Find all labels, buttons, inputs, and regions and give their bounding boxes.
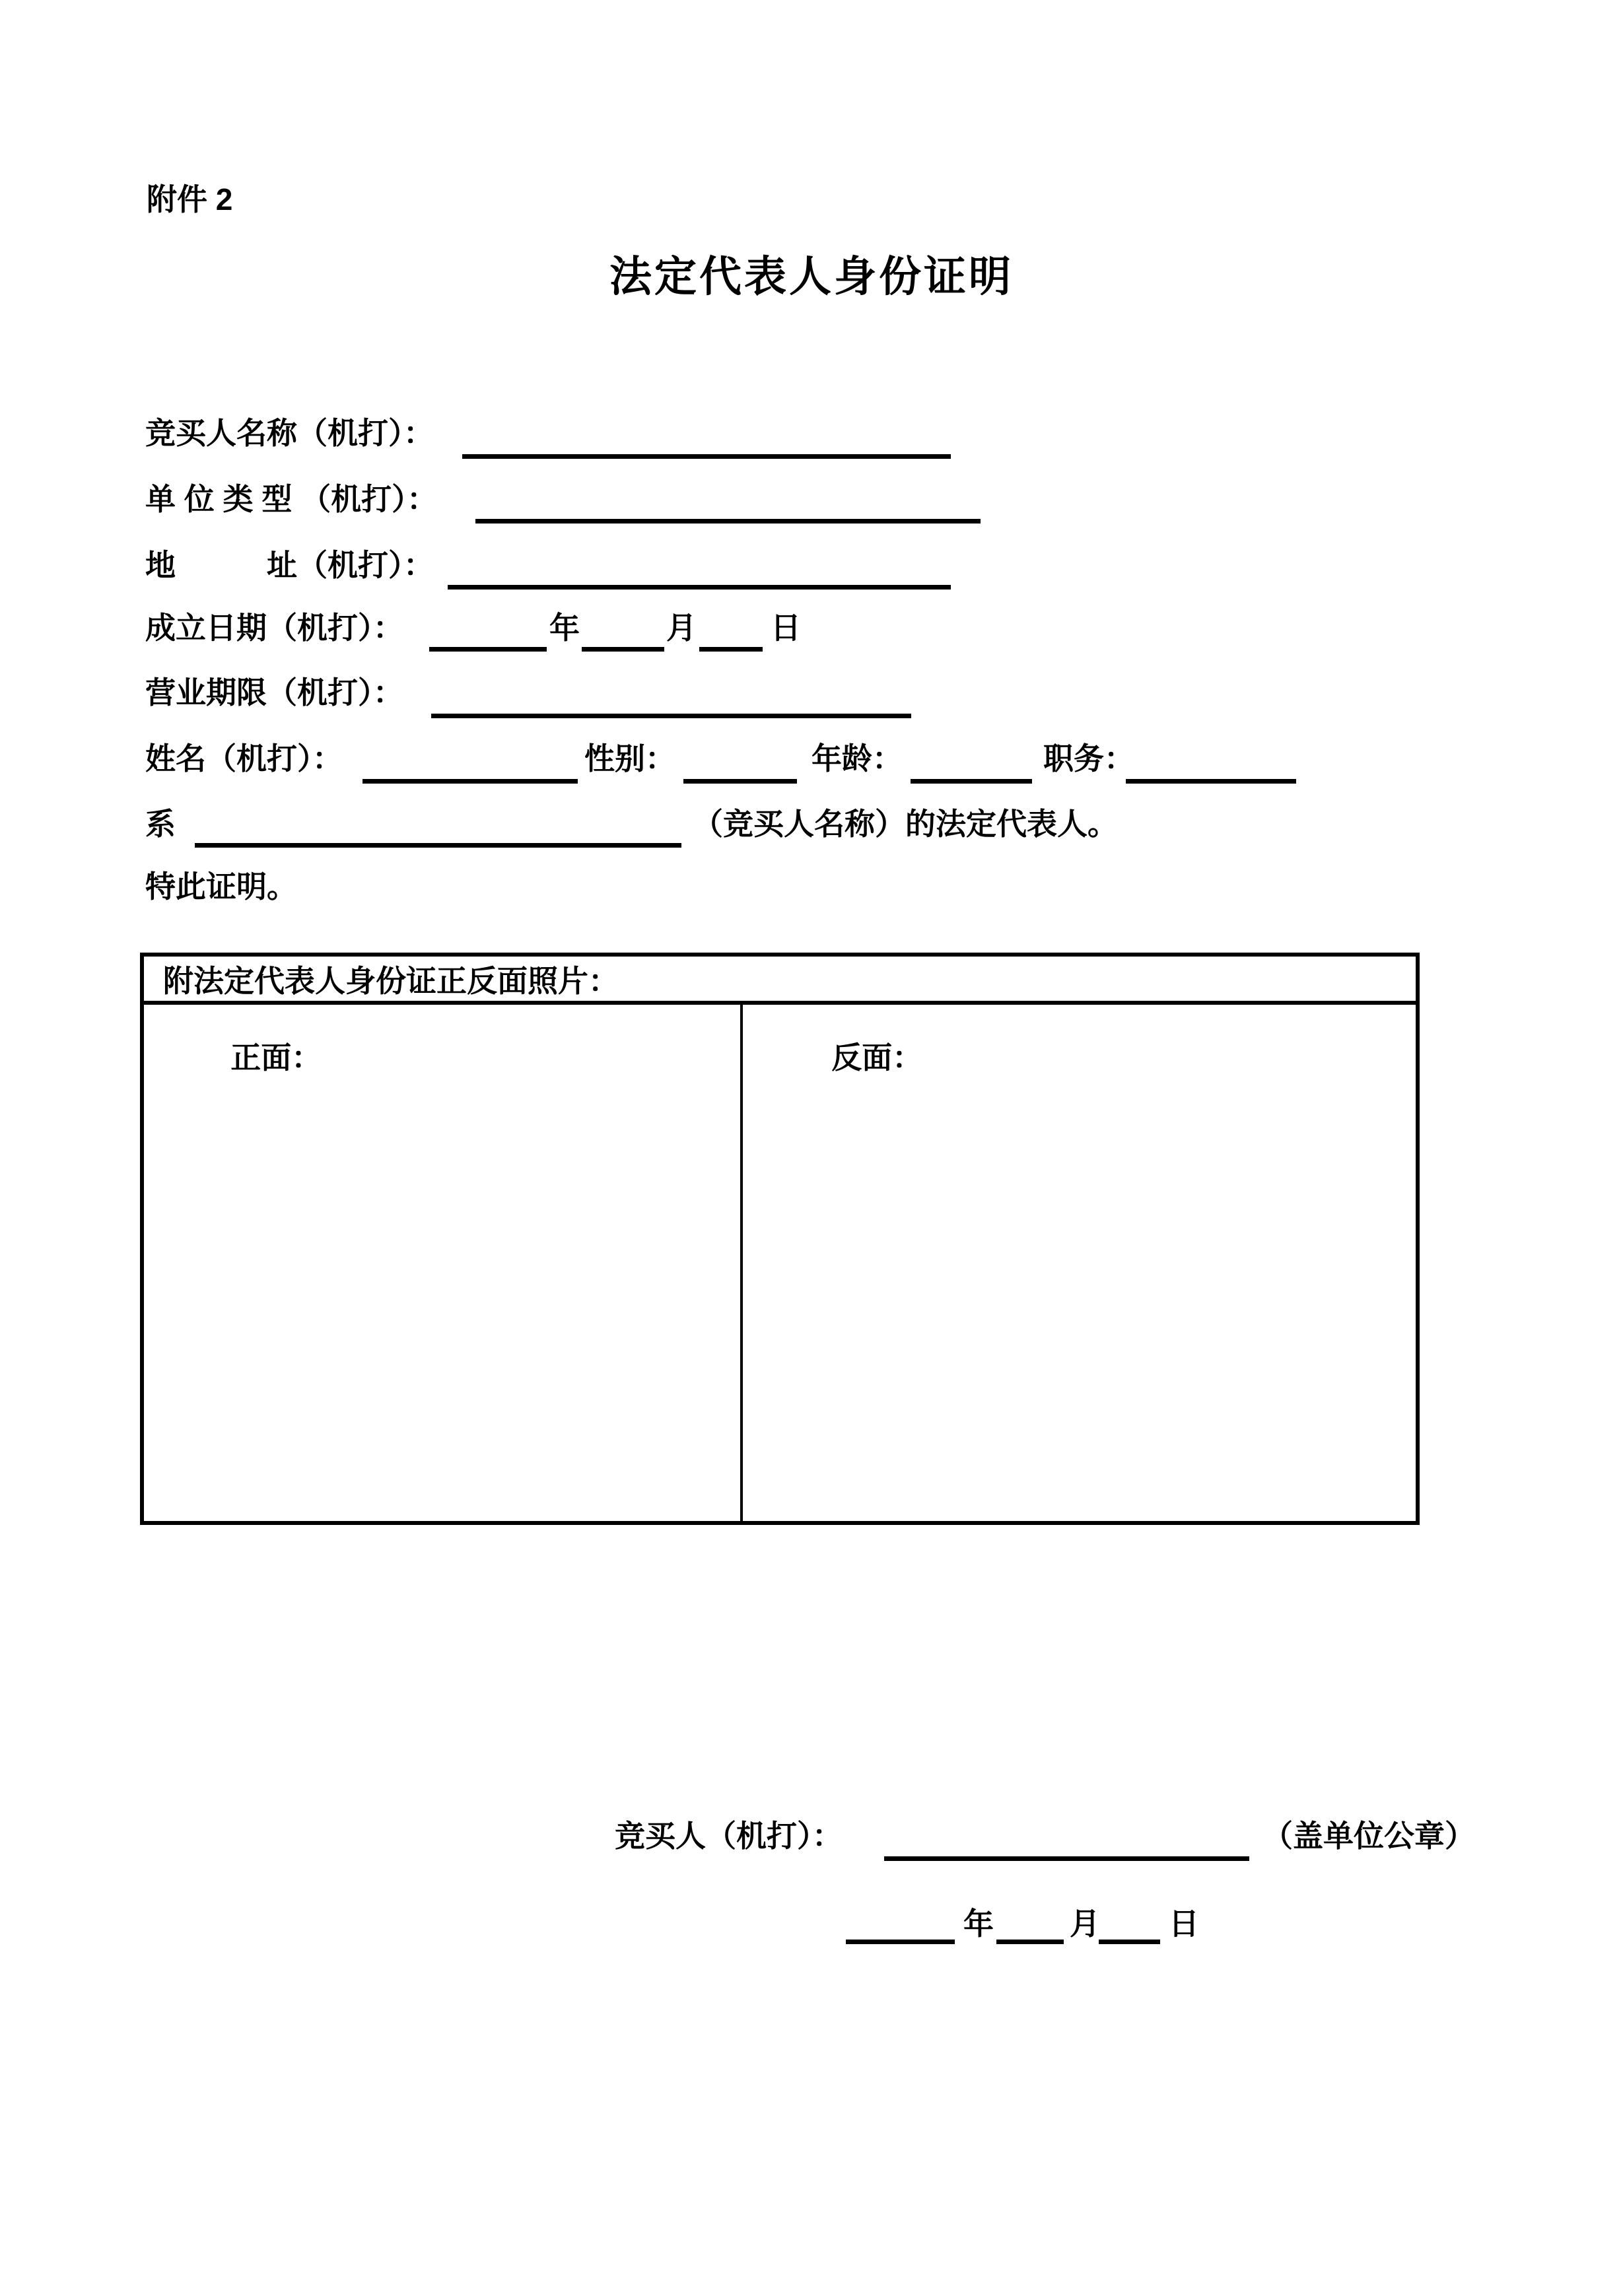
company-name-blank xyxy=(195,843,681,848)
photo-front-cell xyxy=(144,1005,743,1521)
establish-month-blank xyxy=(582,647,664,652)
person-name-label: 姓名（机打）： xyxy=(145,741,343,776)
bidder-name-label: 竞买人名称（机打）： xyxy=(145,416,434,450)
establish-day-blank xyxy=(699,647,763,652)
photo-back-cell xyxy=(743,1005,1416,1521)
photo-box xyxy=(140,953,1420,1525)
footer-bidder-label: 竞买人（机打）： xyxy=(615,1819,843,1853)
is-suffix-label: （竞买人名称）的法定代表人。 xyxy=(693,807,1118,841)
footer-day-blank xyxy=(1099,1940,1160,1944)
attachment-number: 附件 2 xyxy=(147,182,233,217)
establish-year-label: 年 xyxy=(549,611,580,645)
footer-year-label: 年 xyxy=(963,1907,994,1941)
footer-day-label: 日 xyxy=(1169,1907,1199,1941)
age-blank xyxy=(911,779,1032,784)
photo-front-label: 正面： xyxy=(230,1040,322,1075)
footer-month-blank xyxy=(996,1940,1064,1944)
hereby-certify-label: 特此证明。 xyxy=(145,869,297,904)
photo-box-body xyxy=(144,1005,1416,1521)
is-prefix-label: 系 xyxy=(145,807,176,841)
photo-back-label: 反面： xyxy=(831,1040,923,1075)
business-term-label: 营业期限（机打）： xyxy=(145,675,403,710)
establish-year-blank xyxy=(429,647,547,652)
photo-box-header-label: 附法定代表人身份证正反面照片： xyxy=(163,963,619,998)
page-title: 法定代表人身份证明 xyxy=(609,253,1014,300)
footer-seal-label: （盖单位公章） xyxy=(1262,1819,1475,1853)
unit-type-label: 单 位 类 型 （机打）： xyxy=(145,482,438,516)
gender-label: 性别： xyxy=(584,741,675,776)
establish-date-label: 成立日期（机打）： xyxy=(145,611,403,645)
photo-box-header xyxy=(144,957,1416,1005)
establish-day-label: 日 xyxy=(771,611,801,645)
footer-bidder-blank xyxy=(884,1856,1249,1861)
unit-type-blank xyxy=(475,519,981,523)
age-label: 年龄： xyxy=(812,741,903,776)
bidder-name-blank xyxy=(462,454,951,459)
business-term-blank xyxy=(431,714,911,718)
position-label: 职务： xyxy=(1043,741,1134,776)
address-label: 地 址（机打）： xyxy=(145,548,434,582)
gender-blank xyxy=(683,779,797,784)
person-name-blank xyxy=(363,779,578,784)
footer-month-label: 月 xyxy=(1070,1907,1100,1941)
footer-year-blank xyxy=(846,1940,955,1944)
address-blank xyxy=(448,585,951,590)
establish-month-label: 月 xyxy=(666,611,697,645)
position-blank xyxy=(1126,779,1296,784)
